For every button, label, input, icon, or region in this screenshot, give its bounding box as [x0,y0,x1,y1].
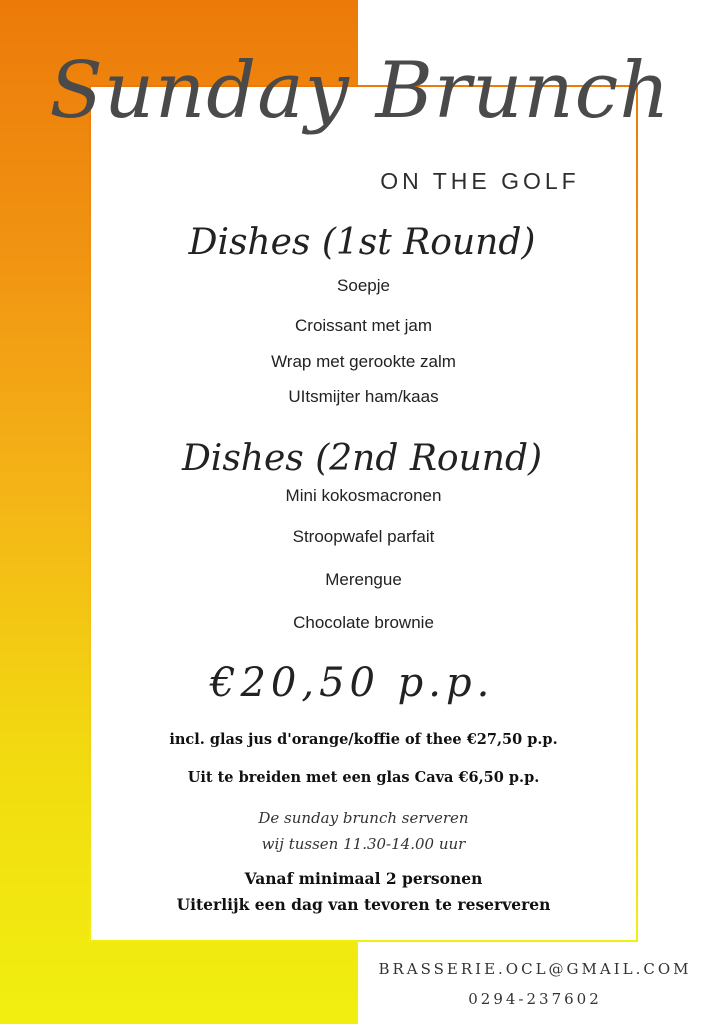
incl-drinks-line: incl. glas jus d'orange/koffie of thee €27,50 p.p. [169,731,558,748]
menu-item: Mini kokosmacronen [285,486,442,505]
menu-item: Merengue [325,570,402,589]
page-title: Sunday Brunch [49,46,671,136]
serve-time-line-1: De sunday brunch serveren [258,809,469,827]
menu-item: UItsmijter ham/kaas [288,387,439,406]
price: €20,50 p.p. [210,660,495,706]
menu-item: Wrap met gerookte zalm [271,352,456,371]
cava-line: Uit te breiden met een glas Cava €6,50 p.p. [187,769,540,786]
menu-item: Croissant met jam [295,316,432,335]
round2-heading: Dishes (2nd Round) [181,438,543,479]
reserve-line: Uiterlijk een dag van tevoren te reserveren [176,895,551,914]
contact-email: BRASSERIE.OCL@GMAIL.COM [378,960,692,978]
menu-item: Stroopwafel parfait [292,527,435,546]
menu-item: Chocolate brownie [293,613,434,632]
serve-time-line-2: wij tussen 11.30-14.00 uur [261,835,466,853]
round1-heading: Dishes (1st Round) [188,222,536,263]
min-persons-line: Vanaf minimaal 2 personen [244,869,483,888]
contact-phone: 0294-237602 [468,990,602,1008]
menu-item: Soepje [337,276,390,295]
page-subtitle: ON THE GOLF [380,168,580,194]
